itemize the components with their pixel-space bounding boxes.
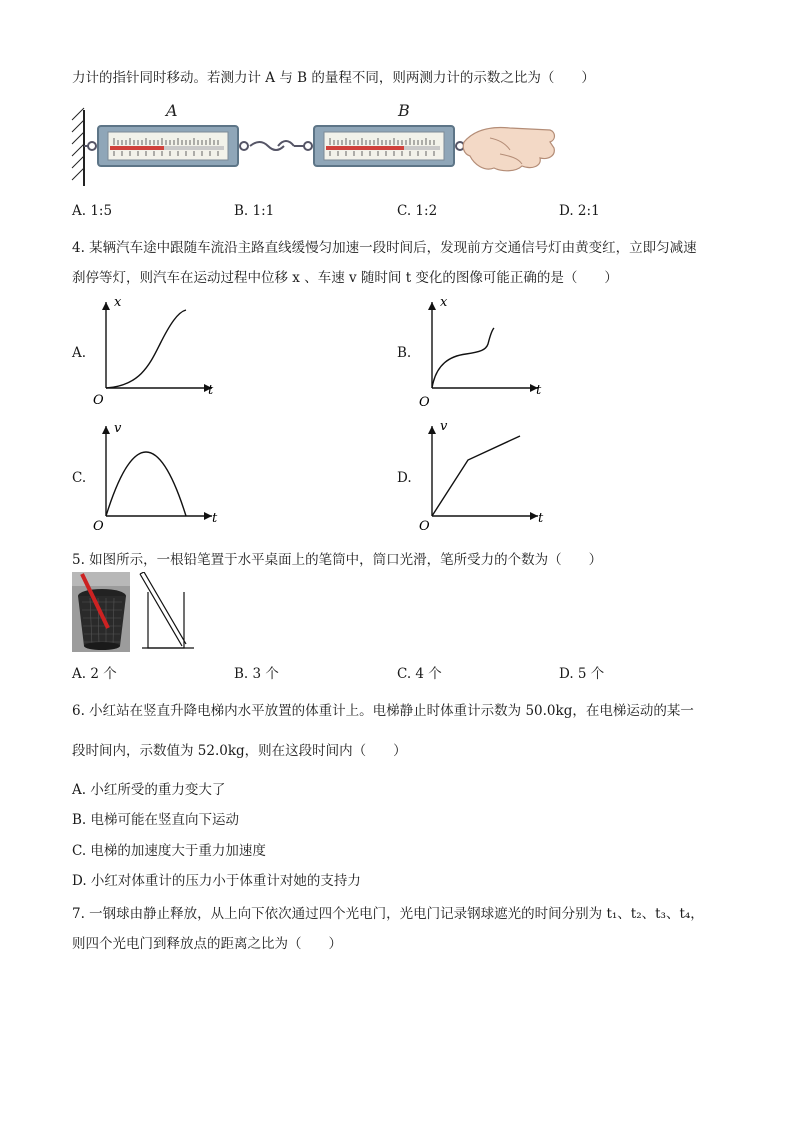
q5-option-a: A. 2 个 [72,666,117,682]
graph-d-ylabel: v [440,419,448,434]
graph-c-ylabel: v [114,421,122,436]
graph-b-ylabel: x [440,295,448,310]
spring-scale-a-icon [98,126,238,166]
graph-d-xlabel: t [538,511,544,526]
q6-option-a: A. 小红所受的重力变大了 [72,782,226,798]
q6-option-c: C. 电梯的加速度大于重力加速度 [72,843,266,859]
graph-b-xlabel: t [536,383,542,398]
q7-line-2: 则四个光电门到释放点的距离之比为（ ） [72,936,342,952]
q6-line-2: 段时间内，示数值为 52.0kg，则在这段时间内（ ） [72,743,407,759]
q3-option-b: B. 1:1 [234,203,275,219]
spring-scale-b-icon [314,126,454,166]
pencil-cup-diagram [138,572,196,652]
q3-option-a: A. 1:5 [72,203,113,219]
q4-graph-b-option: B. [397,345,412,361]
q4-graph-d [416,418,556,534]
q6-option-d: D. 小红对体重计的压力小于体重计对她的支持力 [72,873,361,889]
graph-c-xlabel: t [212,511,218,526]
q4-graph-a-option: A. [72,345,87,361]
graph-b-origin: O [419,395,430,410]
spring-scale-figure [70,98,560,190]
hook-icon [84,142,96,150]
q5-line-1: 5. 如图所示，一根铅笔置于水平桌面上的笔筒中，筒口光滑，笔所受力的个数为（ ） [72,552,603,568]
wall-hatch-icon [72,108,84,186]
q5-option-b: B. 3 个 [234,666,279,682]
q4-graph-b [416,294,556,410]
graph-a-ylabel: x [114,295,122,310]
q4-line-2: 刹停等灯，则汽车在运动过程中位移 x 、车速 v 随时间 t 变化的图像可能正确的是（ ） [72,270,618,286]
q3-option-d: D. 2:1 [559,203,600,219]
q5-option-d: D. 5 个 [559,666,605,682]
q4-line-1: 4. 某辆汽车途中跟随车流沿主路直线缓慢匀加速一段时间后，发现前方交通信号灯由黄变红，立即匀减速 [72,240,697,256]
scale-b-label: B [398,101,410,120]
q7-line-1: 7. 一钢球由静止释放，从上向下依次通过四个光电门，光电门记录钢球遮光的时间分别为 t₁、t₂、t₃、t₄， [72,906,704,922]
graph-c-origin: O [93,519,104,534]
graph-d-origin: O [419,519,430,534]
q4-graph-d-option: D. [397,470,412,486]
q3-option-c: C. 1:2 [397,203,438,219]
q6-line-1: 6. 小红站在竖直升降电梯内水平放置的体重计上。电梯静止时体重计示数为 50.0kg，在电梯运动的某一 [72,703,694,719]
scale-a-label: A [166,101,178,120]
q4-graph-a [90,294,230,410]
q4-graph-c [90,418,230,534]
graph-a-origin: O [93,393,104,408]
hand-icon [463,128,554,171]
q4-graph-c-option: C. [72,470,87,486]
q5-option-c: C. 4 个 [397,666,442,682]
graph-a-xlabel: t [208,383,214,398]
connecting-hooks-icon [240,141,312,150]
pencil-cup-photo [72,572,130,652]
q6-option-b: B. 电梯可能在竖直向下运动 [72,812,240,828]
q3-tail-text: 力计的指针同时移动。若测力计 A 与 B 的量程不同，则两测力计的示数之比为（ ） [72,70,595,86]
